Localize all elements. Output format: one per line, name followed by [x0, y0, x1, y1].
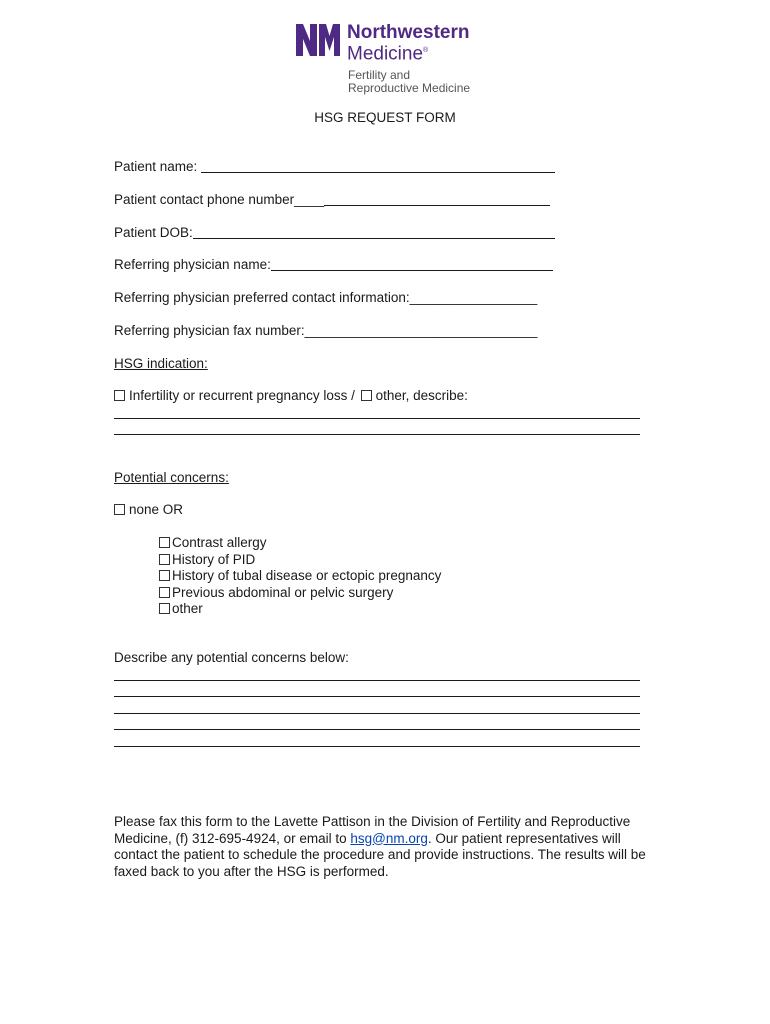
- potential-concerns-heading: Potential concerns:: [114, 470, 229, 485]
- contrast-allergy-checkbox[interactable]: [159, 537, 170, 548]
- email-link[interactable]: hsg@nm.org: [350, 830, 428, 846]
- patient-name-label: Patient name:: [114, 159, 198, 174]
- other-concern-checkbox[interactable]: [159, 603, 170, 614]
- infertility-checkbox[interactable]: [114, 390, 125, 401]
- referring-physician-name-line[interactable]: [271, 256, 553, 271]
- concerns-line-1[interactable]: [114, 680, 640, 681]
- none-option: [114, 500, 183, 520]
- concern-item: [159, 552, 255, 569]
- referring-physician-name-field[interactable]: [114, 255, 553, 275]
- referring-physician-name-label: Referring physician name:: [114, 257, 271, 272]
- describe-concerns-label: Describe any potential concerns below:: [114, 650, 349, 665]
- none-option-label: none OR: [129, 502, 184, 517]
- indication-describe-line-2[interactable]: [114, 434, 640, 435]
- footer-text-2: . Our patient representatives will contact the patient to schedule the procedure and provide instructions. The results will be faxed back to you after the HSG is performed.: [114, 830, 646, 879]
- indication-describe-line-1[interactable]: [114, 418, 640, 419]
- referring-physician-contact-label: Referring physician preferred contact information:_________________: [114, 290, 538, 305]
- concerns-line-4[interactable]: [114, 729, 640, 730]
- referring-physician-fax-label: Referring physician fax number:_______________________________: [114, 323, 538, 338]
- concern-item: [159, 585, 393, 602]
- other-indication-checkbox[interactable]: [361, 390, 372, 401]
- concern-item: [159, 568, 441, 585]
- abdominal-surgery-label: Previous abdominal or pelvic surgery: [172, 584, 394, 600]
- infertility-option-label: Infertility or recurrent pregnancy loss /: [129, 388, 355, 403]
- patient-name-field[interactable]: [114, 157, 555, 177]
- tubal-disease-checkbox[interactable]: [159, 570, 170, 581]
- patient-dob-label: Patient DOB:: [114, 225, 193, 240]
- patient-phone-line[interactable]: [324, 191, 550, 206]
- nm-logo-icon: [296, 24, 340, 56]
- footer-instructions: [114, 814, 654, 880]
- other-indication-label: other, describe:: [375, 388, 468, 403]
- department-line2: Reproductive Medicine: [348, 81, 471, 95]
- patient-phone-field[interactable]: [114, 190, 550, 210]
- brand-name-line2: Medicine®: [347, 43, 429, 65]
- abdominal-surgery-checkbox[interactable]: [159, 587, 170, 598]
- patient-dob-line[interactable]: [193, 224, 555, 239]
- indication-options: [114, 386, 468, 406]
- pid-history-checkbox[interactable]: [159, 554, 170, 565]
- referring-physician-fax-field[interactable]: [114, 321, 537, 341]
- hsg-indication-heading: HSG indication:: [114, 356, 208, 371]
- concerns-line-5[interactable]: [114, 746, 640, 747]
- department-line1: Fertility and: [348, 68, 411, 82]
- footer-text-1: Please fax this form to the Lavette Pattison in the Division of Fertility and Reproductive Medicine, (f) 312-695-4924, or email to: [114, 814, 631, 846]
- tubal-disease-label: History of tubal disease or ectopic pregnancy: [172, 568, 442, 583]
- referring-physician-contact-field[interactable]: [114, 288, 537, 308]
- pid-history-label: History of PID: [172, 551, 256, 567]
- concerns-line-2[interactable]: [114, 696, 640, 697]
- patient-phone-label: Patient contact phone number____: [114, 192, 325, 207]
- patient-name-line[interactable]: [201, 158, 555, 173]
- brand-name-line1: Northwestern: [347, 22, 470, 43]
- concerns-line-3[interactable]: [114, 713, 640, 714]
- concern-item: [159, 535, 267, 552]
- form-title: HSG REQUEST FORM: [314, 110, 456, 125]
- contrast-allergy-label: Contrast allergy: [172, 535, 267, 550]
- none-checkbox[interactable]: [114, 504, 125, 515]
- patient-dob-field[interactable]: [114, 223, 555, 243]
- other-concern-label: other: [172, 601, 203, 616]
- concern-item: [159, 601, 203, 618]
